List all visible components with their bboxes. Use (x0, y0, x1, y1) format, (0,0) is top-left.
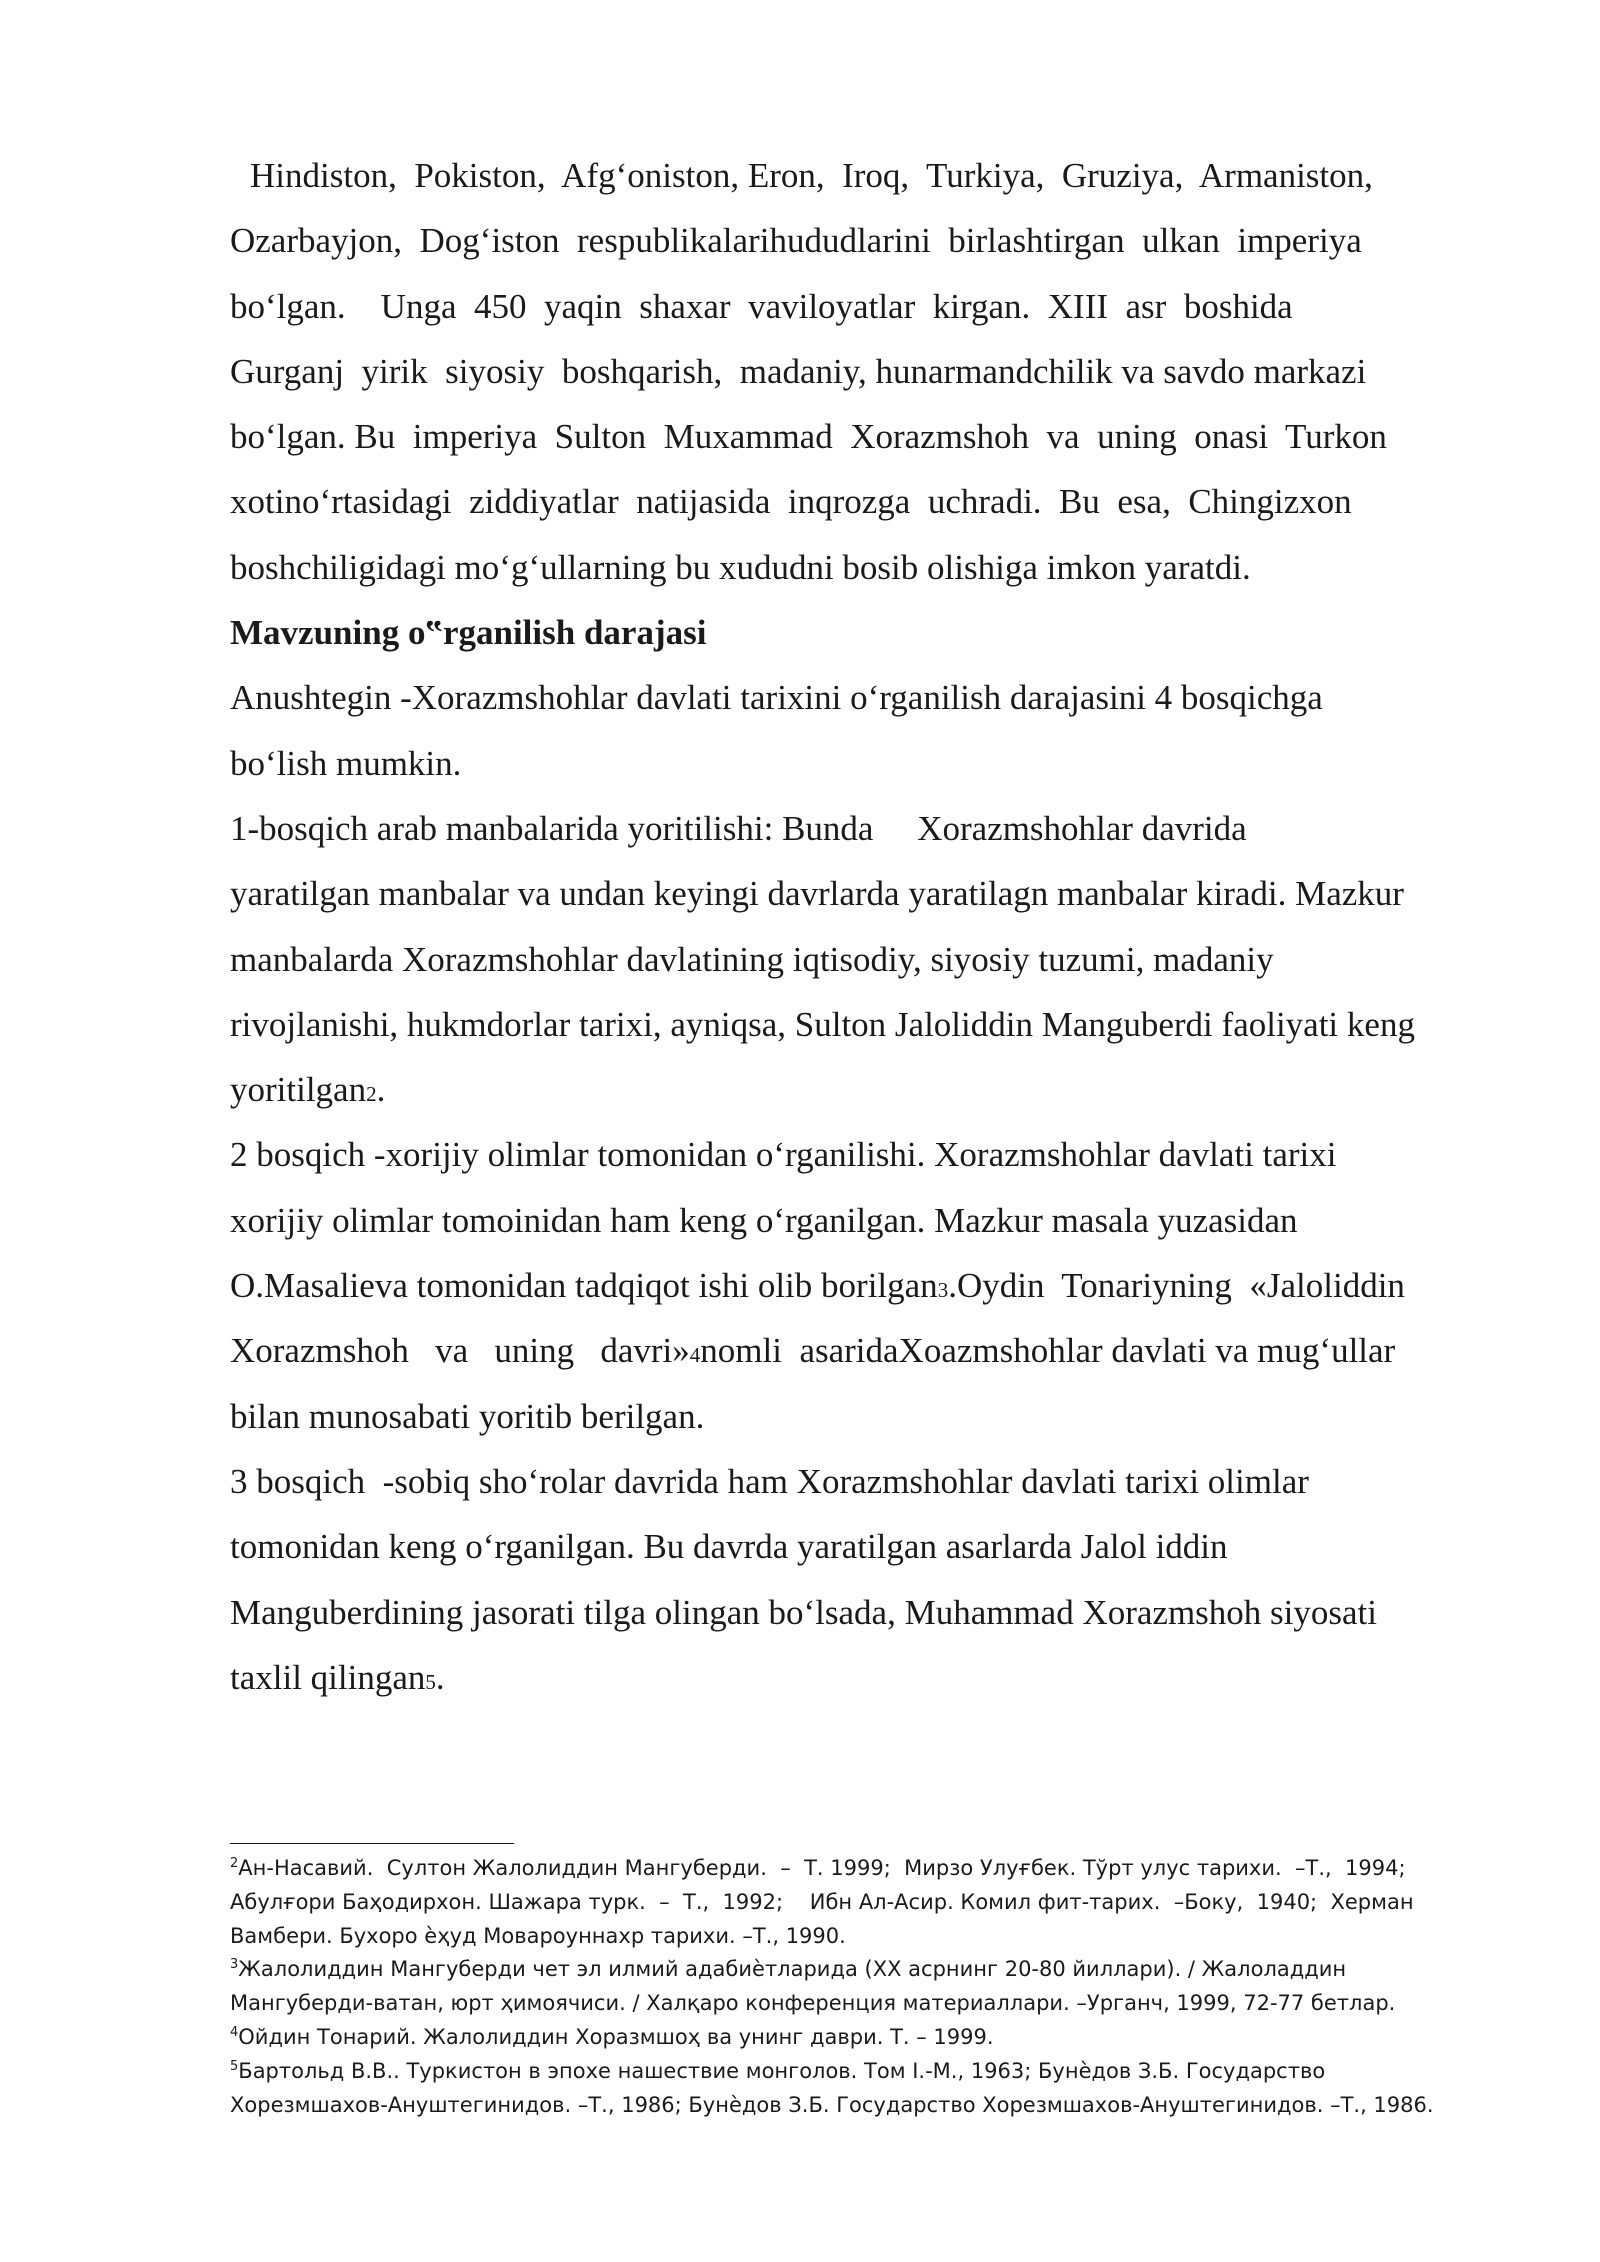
body-line: manbalarda Xorazmshohlar davlatining iqtisodiy, siyosiy tuzumi, madaniy (230, 939, 1274, 979)
body-line: Hindiston, Pokiston, Afg‘oniston, Eron, Iroq, Turkiya, Gruziya, Armaniston, (250, 156, 1373, 195)
body-line: 2 bosqich -xorijiy olimlar tomonidan o‘rganilishi. Xorazmshohlar davlati tarixi (230, 1135, 1337, 1175)
body-line-with-footnote: O.Masalieva tomonidan tadqiqot ishi olib borilgan 3 .Oydin Tonariyning «Jaloliddin (230, 1260, 1500, 1325)
line-text-after: .Oydin Tonariyning «Jaloliddin (948, 1266, 1405, 1306)
body-line-with-footnote: taxlil qilingan 5 . (230, 1652, 1500, 1717)
body-line: bilan munosabati yoritib berilgan. (230, 1396, 705, 1436)
body-line: xotino‘rtasidagi ziddiyatlar natijasida inqrozga uchradi. Bu esa, Chingizxon (230, 482, 1352, 522)
body-line: 1-bosqich arab manbalarida yoritilishi: Bunda Xorazmshohlar davrida (230, 808, 1247, 848)
footnote-number: 5 (230, 2058, 239, 2074)
body-line: rivojlanishi, hukmdorlar tarixi, ayniqsa, Sulton Jaloliddin Manguberdi faoliyati keng (230, 1004, 1415, 1044)
footnote-text: Хорезмшахов-Ануштегинидов. –Т., 1986; Бунѐдов З.Б. Государство Хорезмшахов-Ануштегинидов. –Т., 1986. (230, 2092, 1434, 2117)
footnote-line (230, 1886, 1500, 1920)
body-line: tomonidan keng o‘rganilgan. Bu davrda yaratilgan asarlarda Jalol iddin (230, 1527, 1228, 1567)
body-line: 3 bosqich -sobiq sho‘rolar davrida ham Xorazmshohlar davlati tarixi olimlar (230, 1461, 1309, 1501)
body-line: boshchiligidagi mo‘g‘ullarning bu xududni bosib olishiga imkon yaratdi. (230, 547, 1251, 587)
footnote-line (230, 2055, 1500, 2089)
footnote-line (230, 2089, 1500, 2123)
footnote-text: Мангуберди-ватан, юрт ҳимоячиси. / Халқаро конференция материаллари. –Урганч, 1999, 72-77 бетлар. (230, 1991, 1396, 2016)
footnote-text: Абулғори Баҳодирхон. Шажара турк. – Т., 1992; Ибн Ал-Асир. Комил фит-тарих. –Боку, 1940; Херман (230, 1889, 1414, 1914)
line-text: yoritilgan (230, 1070, 367, 1110)
line-text-after: . (376, 1070, 386, 1110)
footnote-text: Бартольд В.В.. Туркистон в эпохе нашествие монголов. Том I.-М., 1963; Бунѐдов З.Б. Государство (238, 2058, 1326, 2083)
body-line: bo‘lish mumkin. (230, 743, 462, 783)
body-line: bo‘lgan. Unga 450 yaqin shaxar vaviloyatlar kirgan. XIII asr boshida (230, 286, 1293, 326)
body-line: Anushtegin -Xorazmshohlar davlati tarixini o‘rganilish darajasini 4 bosqichga (230, 678, 1323, 718)
footnote-line (230, 1920, 1500, 1954)
body-line: xorijiy olimlar tomoinidan ham keng o‘rganilgan. Mazkur masala yuzasidan (230, 1200, 1298, 1240)
section-heading: Mavzuning o‟rganilish darajasi (230, 613, 707, 653)
footnotes (230, 1852, 1500, 2122)
footnote-separator (230, 1843, 514, 1844)
footnote-line (230, 1852, 1500, 1886)
footnote-text: Ойдин Тонарий. Жалолиддин Хоразмшоҳ ва унинг даври. Т. – 1999. (238, 2024, 994, 2049)
footnote-text: Ан-Насавий. Султон Жалолиддин Мангуберди. – Т. 1999; Мирзо Улуғбек. Тўрт улус тарихи. –Т., 1994; (238, 1856, 1406, 1880)
footnote-number: 4 (230, 2024, 239, 2040)
body-line: Ozarbayjon, Dog‘iston respublikalarihududlarini birlashtirgan ulkan imperiya (230, 221, 1362, 261)
footnote-number: 2 (230, 1856, 239, 1871)
body-line: yaratilgan manbalar va undan keyingi davrlarda yaratilagn manbalar kiradi. Mazkur (230, 874, 1404, 914)
body-line: bo‘lgan. Bu imperiya Sulton Muxammad Xorazmshoh va uning onasi Turkon (230, 417, 1387, 457)
line-text-before: Xorazmshoh va uning davri» (230, 1331, 690, 1371)
line-text-after: . (435, 1657, 445, 1697)
footnote-line (230, 1953, 1500, 1987)
footnote-text: Вамбери. Бухоро ѐҳуд Мовароуннахр тарихи. –Т., 1990. (230, 1923, 846, 1948)
line-text: taxlil qilingan (230, 1657, 426, 1697)
line-text: O.Masalieva tomonidan tadqiqot ishi olib borilgan (230, 1266, 938, 1306)
footnote-line (230, 1987, 1500, 2021)
footnote-text: Жалолиддин Мангуберди чет эл илмий адабиѐтларида (XX асрнинг 20-80 йиллари). / Жалоладдин (238, 1957, 1347, 1982)
footnote-line (230, 2021, 1500, 2055)
body-line-with-footnote: yoritilgan 2 . (230, 1064, 1500, 1129)
body-line: Manguberdining jasorati tilga olingan bo‘lsada, Muhammad Xorazmshoh siyosati (230, 1592, 1378, 1632)
main-text (230, 150, 1500, 1717)
body-line: Gurganj yirik siyosiy boshqarish, madaniy, hunarmandchilik va savdo markazi (230, 351, 1367, 391)
footnote-number: 3 (230, 1957, 239, 1973)
body-line-with-footnote: Xorazmshoh va uning davri» 4 nomli asaridaXoazmshohlar davlati va mug‘ullar (230, 1325, 1500, 1390)
line-text-after: nomli asaridaXoazmshohlar davlati va mug‘ullar (700, 1331, 1396, 1371)
